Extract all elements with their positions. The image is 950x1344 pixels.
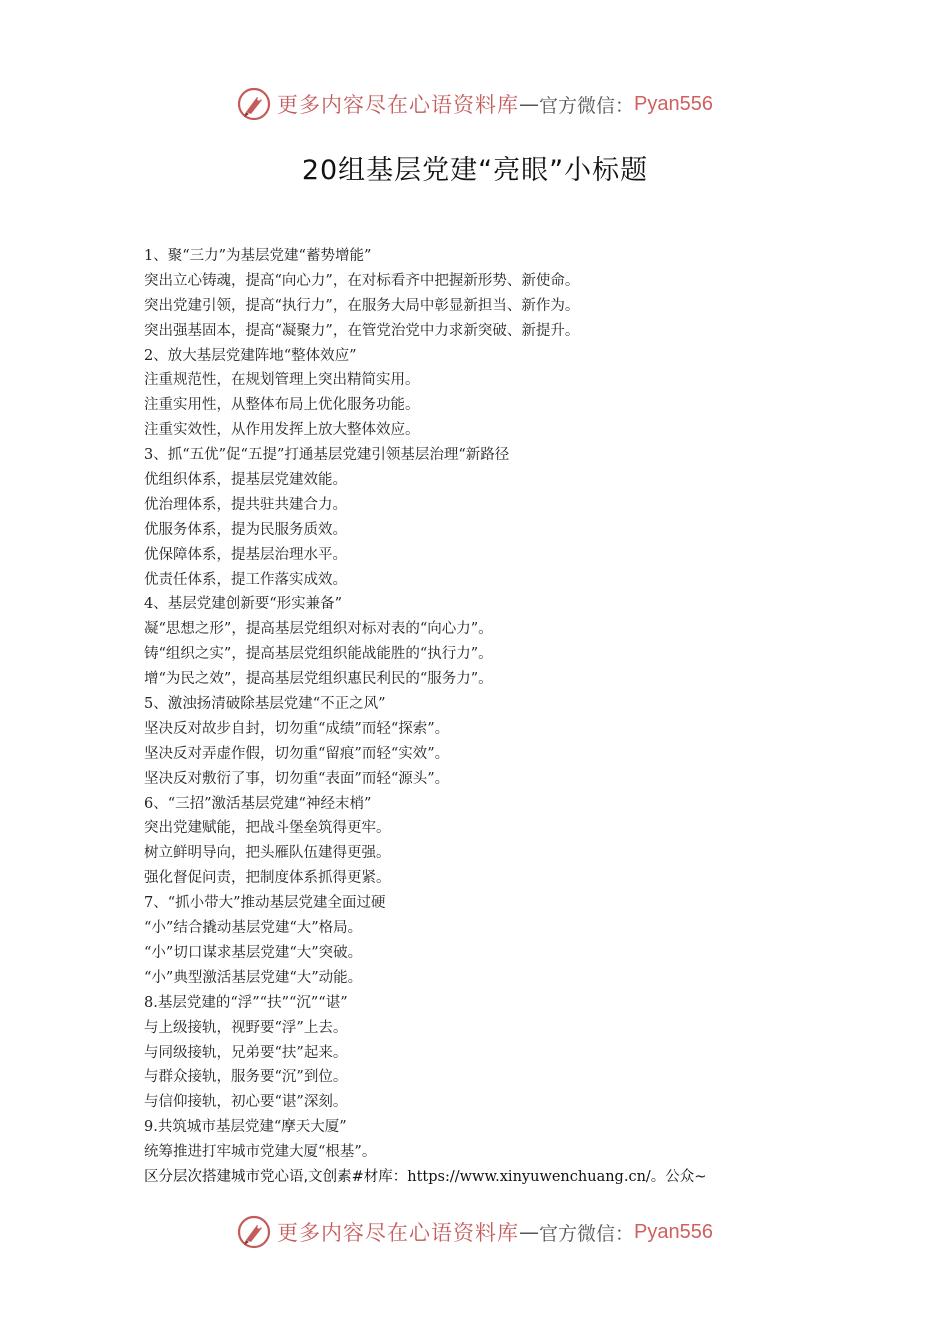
body-line: 与上级接轨，视野要“浮”上去。 bbox=[144, 1019, 348, 1036]
body-line: 优服务体系，提为民服务质效。 bbox=[144, 521, 347, 538]
footer-banner bbox=[0, 1210, 950, 1254]
body-line: 注重规范性，在规划管理上突出精简实用。 bbox=[144, 372, 420, 389]
document-body bbox=[144, 244, 844, 1190]
body-line: 坚决反对弄虚作假，切勿重“留痕”而轻“实效”。 bbox=[144, 745, 450, 762]
body-line: 与群众接轨，服务要“沉”到位。 bbox=[144, 1069, 348, 1086]
banner-contact-label: 官方微信： bbox=[539, 1222, 635, 1245]
section-heading: 5、激浊扬清破除基层党建“不正之风” bbox=[144, 696, 386, 713]
pen-nib-logo-icon bbox=[237, 87, 271, 121]
body-line: 树立鲜明导向，把头雁队伍建得更强。 bbox=[144, 845, 391, 862]
body-line: 坚决反对故步自封，切勿重“成绩”而轻“探索”。 bbox=[144, 720, 450, 737]
section-heading: 7、“抓小带大”推动基层党建全面过硬 bbox=[144, 895, 386, 912]
body-line: 突出立心铸魂，提高“向心力”，在对标看齐中把握新形势、新使命。 bbox=[144, 272, 580, 289]
body-line: 突出党建赋能，把战斗堡垒筑得更牢。 bbox=[144, 820, 391, 837]
source-note-suffix: 。公众~ bbox=[650, 1168, 707, 1185]
body-line: 优责任体系，提工作落实成效。 bbox=[144, 571, 347, 588]
section-heading: 9.共筑城市基层党建“摩天大厦” bbox=[144, 1119, 347, 1136]
source-note-prefix: 区分层次搭建城市党心语,文创素#材库： bbox=[144, 1168, 408, 1185]
body-line: 铸“组织之实”，提高基层党组织能战能胜的“执行力”。 bbox=[144, 646, 493, 663]
banner-contact-id: Pyan556 bbox=[634, 1220, 713, 1243]
banner-contact-label: 官方微信： bbox=[539, 94, 635, 117]
banner-text: 更多内容尽在心语资料库 bbox=[277, 1221, 519, 1245]
source-link[interactable]: https://www.xinyuwenchuang.cn/ bbox=[407, 1168, 651, 1185]
body-line: 增“为民之效”，提高基层党组织惠民利民的“服务力”。 bbox=[144, 671, 493, 688]
banner-dash: — bbox=[519, 92, 539, 116]
section-heading: 1、聚“三力”为基层党建“蓄势增能” bbox=[144, 248, 372, 264]
section-heading: 4、基层党建创新要“形实兼备” bbox=[144, 596, 343, 613]
body-line: 与信仰接轨，初心要“谌”深刻。 bbox=[144, 1094, 348, 1111]
body-line: 统筹推进打牢城市党建大厦“根基”。 bbox=[144, 1144, 377, 1161]
body-line: “小”结合撬动基层党建“大”格局。 bbox=[144, 920, 363, 937]
body-line: 强化督促问责，把制度体系抓得更紧。 bbox=[144, 870, 391, 887]
body-line: “小”切口谋求基层党建“大”突破。 bbox=[144, 944, 363, 961]
body-line: 优保障体系，提基层治理水平。 bbox=[144, 546, 347, 563]
section-heading: 6、“三招”激活基层党建“神经末梢” bbox=[144, 795, 372, 812]
banner-dash: — bbox=[519, 1220, 539, 1244]
body-line: 注重实效性，从作用发挥上放大整体效应。 bbox=[144, 422, 420, 439]
body-line: 坚决反对敷衍了事，切勿重“表面”而轻“源头”。 bbox=[144, 770, 450, 787]
section-heading: 2、放大基层党建阵地“整体效应” bbox=[144, 347, 357, 364]
pen-nib-logo-icon bbox=[237, 1215, 271, 1249]
body-line: 与同级接轨，兄弟要“扶”起来。 bbox=[144, 1044, 348, 1061]
body-line: 注重实用性，从整体布局上优化服务功能。 bbox=[144, 397, 420, 414]
section-heading: 8.基层党建的“浮”“扶”“沉”“谌” bbox=[144, 994, 348, 1011]
source-note bbox=[144, 1165, 844, 1190]
section-heading: 3、抓“五优”促“五提”打通基层党建引领基层治理“新路径 bbox=[144, 447, 510, 464]
body-line: “小”典型激活基层党建“大”动能。 bbox=[144, 969, 363, 986]
banner-contact-id: Pyan556 bbox=[634, 92, 713, 115]
banner-text: 更多内容尽在心语资料库 bbox=[277, 93, 519, 117]
body-line: 凝“思想之形”，提高基层党组织对标对表的“向心力”。 bbox=[144, 621, 493, 638]
body-line: 优组织体系，提基层党建效能。 bbox=[144, 472, 347, 489]
body-line: 突出强基固本，提高“凝聚力”，在管党治党中力求新突破、新提升。 bbox=[144, 322, 580, 339]
page-title: 20组基层党建“亮眼”小标题 bbox=[301, 155, 649, 186]
body-line: 突出党建引领，提高“执行力”，在服务大局中彰显新担当、新作为。 bbox=[144, 297, 580, 314]
header-banner bbox=[0, 82, 950, 126]
body-line: 优治理体系，提共驻共建合力。 bbox=[144, 496, 347, 513]
